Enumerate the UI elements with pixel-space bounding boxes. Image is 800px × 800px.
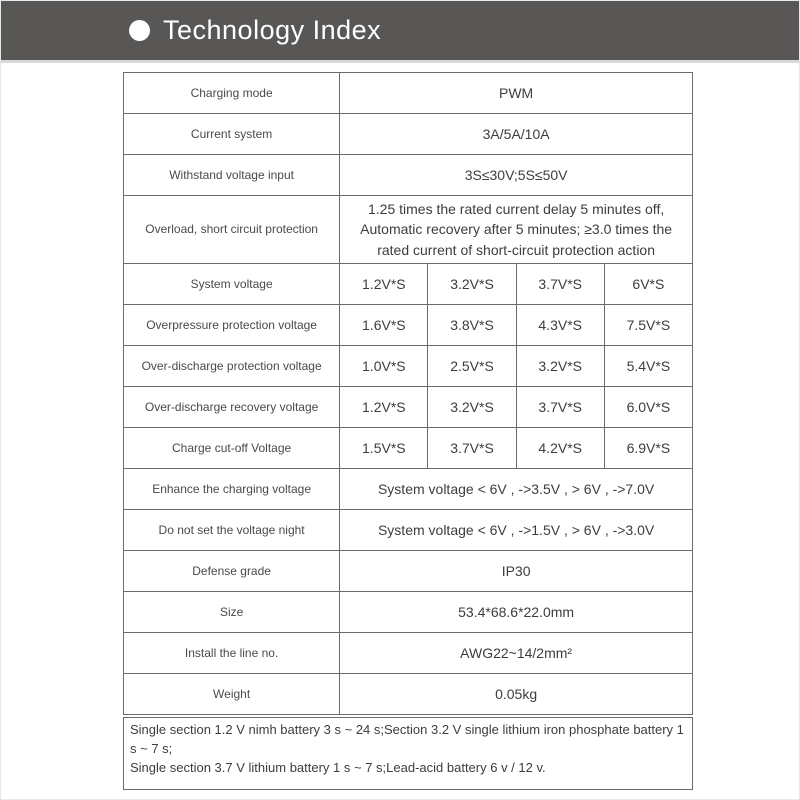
spec-value: 0.05kg bbox=[340, 673, 693, 714]
spec-table bbox=[123, 72, 693, 715]
spec-value: 3.2V*S bbox=[428, 386, 516, 427]
spec-value: 6.9V*S bbox=[604, 427, 692, 468]
spec-value: System voltage < 6V , ->1.5V , > 6V , ->3.0V bbox=[340, 509, 693, 550]
spec-value: 53.4*68.6*22.0mm bbox=[340, 591, 693, 632]
footer-note bbox=[123, 717, 693, 791]
spec-value: 1.25 times the rated current delay 5 minutes off, Automatic recovery after 5 minutes; ≥3.0 times the rated current of short-circuit protection action bbox=[340, 196, 693, 264]
spec-label: Overpressure protection voltage bbox=[124, 304, 340, 345]
table-row bbox=[124, 673, 693, 714]
table-row bbox=[124, 550, 693, 591]
table-row bbox=[124, 509, 693, 550]
table-row bbox=[124, 304, 693, 345]
spec-value: 1.2V*S bbox=[340, 386, 428, 427]
spec-value: 2.5V*S bbox=[428, 345, 516, 386]
footer-line: Single section 1.2 V nimh battery 3 s ~ 24 s;Section 3.2 V single lithium iron phosphate battery 1 s ~ 7 s; bbox=[130, 721, 684, 756]
spec-label: Do not set the voltage night bbox=[124, 509, 340, 550]
spec-value: 3.8V*S bbox=[428, 304, 516, 345]
spec-value: PWM bbox=[340, 73, 693, 114]
footer-line: Single section 3.7 V lithium battery 1 s ~ 7 s;Lead-acid battery 6 v / 12 v. bbox=[130, 759, 546, 775]
table-row bbox=[124, 263, 693, 304]
spec-value: IP30 bbox=[340, 550, 693, 591]
spec-label: Enhance the charging voltage bbox=[124, 468, 340, 509]
header-bar bbox=[1, 1, 799, 63]
spec-value: 3S≤30V;5S≤50V bbox=[340, 155, 693, 196]
table-row bbox=[124, 386, 693, 427]
spec-value: 1.0V*S bbox=[340, 345, 428, 386]
spec-label: Charge cut-off Voltage bbox=[124, 427, 340, 468]
spec-value: 1.5V*S bbox=[340, 427, 428, 468]
spec-value: 3.7V*S bbox=[516, 386, 604, 427]
bullet-icon bbox=[129, 20, 150, 41]
spec-label: Withstand voltage input bbox=[124, 155, 340, 196]
spec-label: Size bbox=[124, 591, 340, 632]
spec-label: Charging mode bbox=[124, 73, 340, 114]
spec-value: 3.2V*S bbox=[516, 345, 604, 386]
table-row bbox=[124, 345, 693, 386]
spec-label: System voltage bbox=[124, 263, 340, 304]
spec-label: Defense grade bbox=[124, 550, 340, 591]
table-row bbox=[124, 155, 693, 196]
spec-table-body bbox=[124, 73, 693, 715]
spec-value: 3.7V*S bbox=[516, 263, 604, 304]
spec-label: Current system bbox=[124, 114, 340, 155]
table-row bbox=[124, 427, 693, 468]
spec-value: 4.2V*S bbox=[516, 427, 604, 468]
spec-value: 3.7V*S bbox=[428, 427, 516, 468]
spec-value: 1.6V*S bbox=[340, 304, 428, 345]
spec-value: 7.5V*S bbox=[604, 304, 692, 345]
spec-value: System voltage < 6V , ->3.5V , > 6V , ->7.0V bbox=[340, 468, 693, 509]
spec-value: 6.0V*S bbox=[604, 386, 692, 427]
table-row bbox=[124, 468, 693, 509]
page-title: Technology Index bbox=[163, 15, 382, 45]
spec-value: AWG22~14/2mm² bbox=[340, 632, 693, 673]
table-row bbox=[124, 73, 693, 114]
spec-label: Over-discharge recovery voltage bbox=[124, 386, 340, 427]
spec-value: 1.2V*S bbox=[340, 263, 428, 304]
spec-label: Install the line no. bbox=[124, 632, 340, 673]
spec-label: Weight bbox=[124, 673, 340, 714]
table-row bbox=[124, 196, 693, 264]
spec-label: Overload, short circuit protection bbox=[124, 196, 340, 264]
spec-value: 3A/5A/10A bbox=[340, 114, 693, 155]
table-row bbox=[124, 591, 693, 632]
table-row bbox=[124, 632, 693, 673]
spec-label: Over-discharge protection voltage bbox=[124, 345, 340, 386]
spec-value: 6V*S bbox=[604, 263, 692, 304]
spec-value: 3.2V*S bbox=[428, 263, 516, 304]
table-row bbox=[124, 114, 693, 155]
spec-value: 4.3V*S bbox=[516, 304, 604, 345]
spec-value: 5.4V*S bbox=[604, 345, 692, 386]
